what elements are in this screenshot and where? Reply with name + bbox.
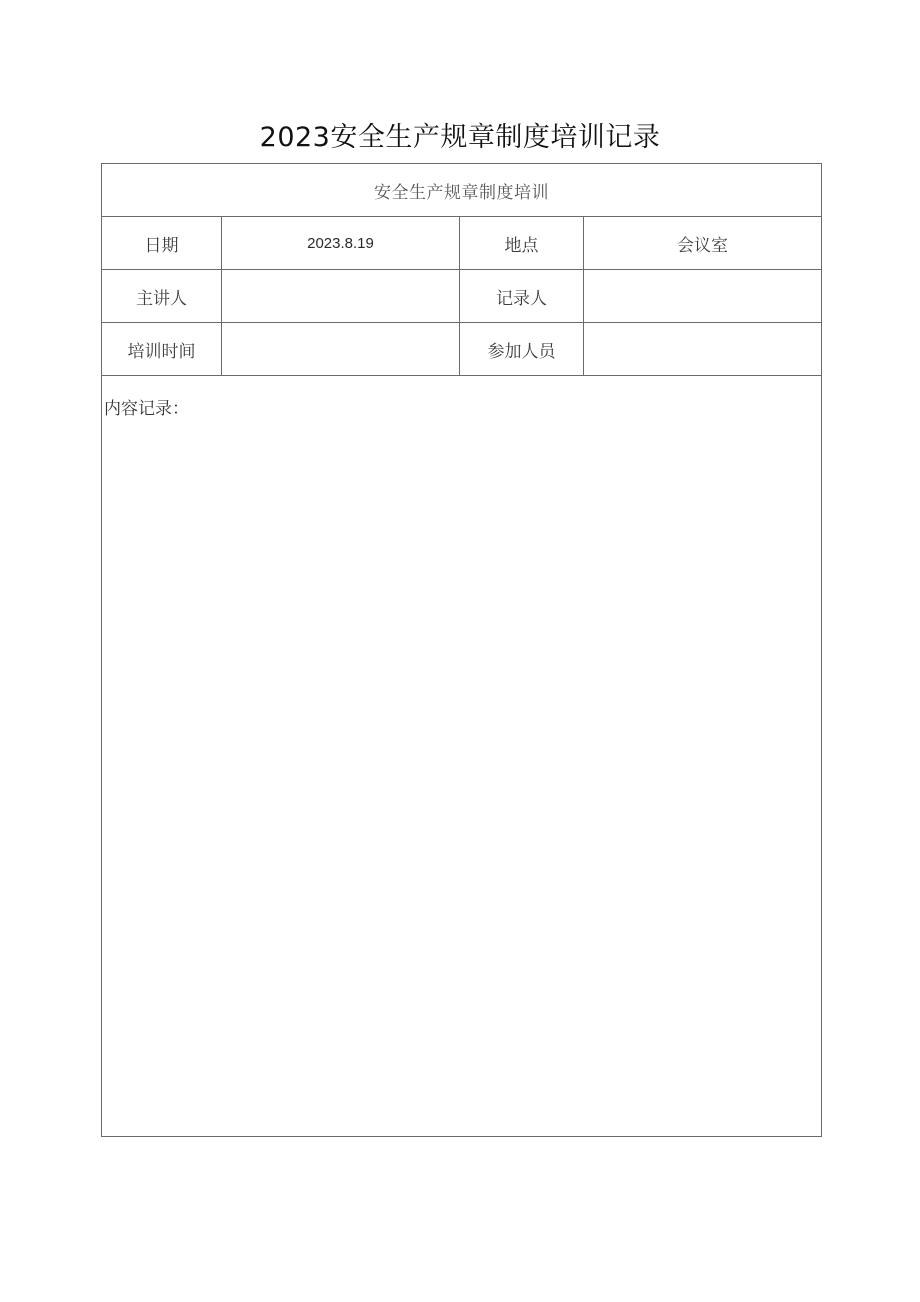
location-value[interactable]: 会议室 [584,217,822,270]
page-title: 2023安全生产规章制度培训记录 [259,122,661,153]
training-record-table [101,163,822,1137]
recorder-label: 记录人 [460,270,584,323]
subject-row [102,164,822,217]
content-row [102,376,822,1137]
date-location-row [102,217,822,270]
training-time-value[interactable] [222,323,460,376]
speaker-value[interactable] [222,270,460,323]
recorder-value[interactable] [584,270,822,323]
training-subject: 安全生产规章制度培训 [102,164,822,217]
participants-label: 参加人员 [460,323,584,376]
content-record-label: 内容记录： [104,399,189,419]
location-label: 地点 [460,217,584,270]
date-value[interactable]: 2023.8.19 [222,217,460,270]
time-participants-row [102,323,822,376]
speaker-recorder-row [102,270,822,323]
date-label: 日期 [102,217,222,270]
speaker-label: 主讲人 [102,270,222,323]
participants-value[interactable] [584,323,822,376]
content-record-area[interactable] [102,376,822,1137]
training-time-label: 培训时间 [102,323,222,376]
